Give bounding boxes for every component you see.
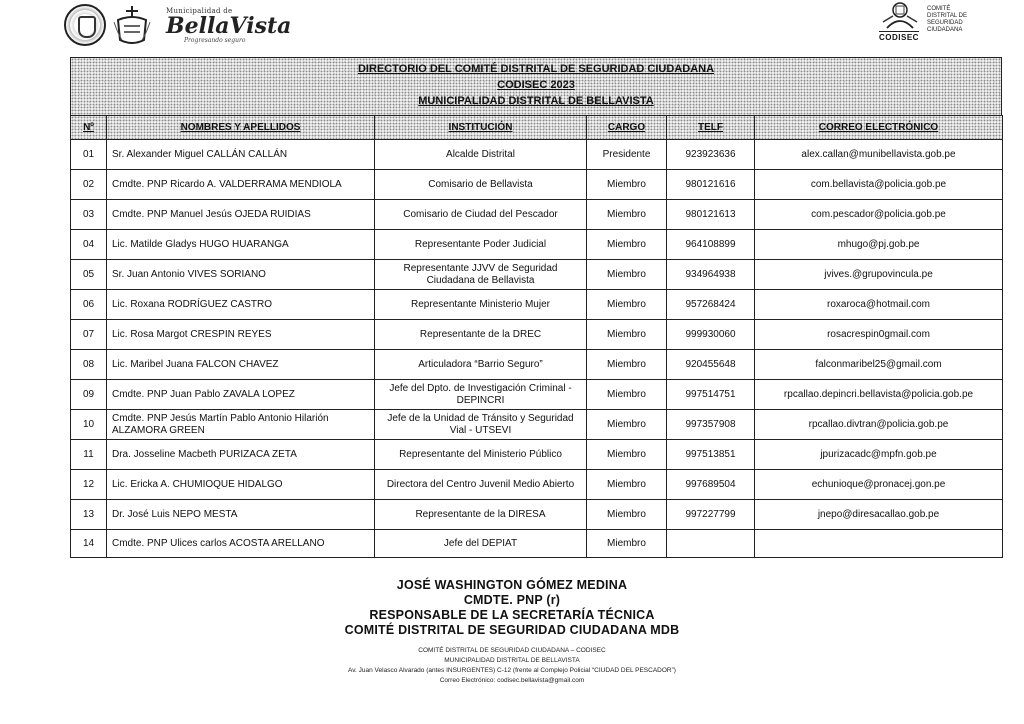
footer-committee: COMITÉ DISTRITAL DE SEGURIDAD CIUDADANA – CODISEC	[418, 647, 606, 654]
codisec-wordmark: CODISEC	[879, 33, 919, 42]
cell-cargo: Miembro	[587, 440, 667, 470]
cell-name: Lic. Matilde Gladys HUGO HUARANGA	[107, 230, 375, 260]
signatory-role: RESPONSABLE DE LA SECRETARÍA TÉCNICA	[369, 608, 655, 622]
cell-num: 11	[71, 440, 107, 470]
codisec-description	[927, 6, 967, 34]
cell-num: 01	[71, 140, 107, 170]
cell-cargo: Miembro	[587, 320, 667, 350]
directory-municipality: MUNICIPALIDAD DISTRITAL DE BELLAVISTA	[418, 95, 654, 107]
cell-num: 14	[71, 530, 107, 558]
cell-institution: Jefe del Dpto. de Investigación Criminal - DEPINCRI	[375, 380, 587, 410]
cell-email: roxaroca@hotmail.com	[755, 290, 1003, 320]
cell-institution: Jefe del DEPIAT	[375, 530, 587, 558]
cell-cargo: Presidente	[587, 140, 667, 170]
cell-institution: Comisario de Ciudad del Pescador	[375, 200, 587, 230]
signature-block	[0, 578, 1024, 638]
cell-email: echunioque@pronacej.gon.pe	[755, 470, 1003, 500]
cell-num: 13	[71, 500, 107, 530]
cell-phone: 980121613	[667, 200, 755, 230]
cell-institution: Jefe de la Unidad de Tránsito y Seguridad Vial - UTSEVI	[375, 410, 587, 440]
header-email: CORREO ELECTRÓNICO	[755, 116, 1003, 140]
directory-sheet	[70, 57, 1002, 558]
cell-name: Lic. Rosa Margot CRESPIN REYES	[107, 320, 375, 350]
cell-cargo: Miembro	[587, 470, 667, 500]
cell-cargo: Miembro	[587, 500, 667, 530]
header-cargo: CARGO	[587, 116, 667, 140]
cell-phone: 934964938	[667, 260, 755, 290]
table-row	[71, 230, 1003, 260]
codisec-desc-line: DISTRITAL DE	[927, 13, 968, 19]
cell-num: 08	[71, 350, 107, 380]
codisec-emblem-icon	[879, 0, 921, 30]
cell-name: Lic. Ericka A. CHUMIOQUE HIDALGO	[107, 470, 375, 500]
table-row	[71, 380, 1003, 410]
table-row	[71, 500, 1003, 530]
header-name: NOMBRES Y APELLIDOS	[107, 116, 375, 140]
cell-name: Cmdte. PNP Ulices carlos ACOSTA ARELLANO	[107, 530, 375, 558]
cell-email: jpurizacadc@mpfn.gob.pe	[755, 440, 1003, 470]
cell-email: rosacrespin0gmail.com	[755, 320, 1003, 350]
cell-institution: Representante Poder Judicial	[375, 230, 587, 260]
signatory-name: JOSÉ WASHINGTON GÓMEZ MEDINA	[396, 578, 628, 592]
table-row	[71, 350, 1003, 380]
cell-num: 10	[71, 410, 107, 440]
cell-email: rpcallao.depincri.bellavista@policia.gob.pe	[755, 380, 1003, 410]
table-row	[71, 530, 1003, 558]
municipality-logos	[64, 2, 291, 48]
cell-name: Cmdte. PNP Manuel Jesús OJEDA RUIDIAS	[107, 200, 375, 230]
cell-name: Lic. Roxana RODRÍGUEZ CASTRO	[107, 290, 375, 320]
table-row	[71, 140, 1003, 170]
cell-institution: Representante JJVV de Seguridad Ciudadana de Bellavista	[375, 260, 587, 290]
cell-email	[755, 530, 1003, 558]
cell-phone: 997513851	[667, 440, 755, 470]
table-row	[71, 410, 1003, 440]
cell-name: Cmdte. PNP Jesús Martín Pablo Antonio Hilarión ALZAMORA GREEN	[107, 410, 375, 440]
footer-address: Av. Juan Velasco Alvarado (antes INSURGENTES) C-12 (frente al Complejo Policial “CIUDAD DEL PESCADOR”)	[348, 667, 676, 674]
cell-cargo: Miembro	[587, 260, 667, 290]
cell-institution: Articuladora “Barrio Seguro”	[375, 350, 587, 380]
directory-year: CODISEC 2023	[497, 79, 575, 91]
cell-institution: Representante Ministerio Mujer	[375, 290, 587, 320]
cell-email: mhugo@pj.gob.pe	[755, 230, 1003, 260]
cell-name: Cmdte. PNP Juan Pablo ZAVALA LOPEZ	[107, 380, 375, 410]
cell-institution: Comisario de Bellavista	[375, 170, 587, 200]
directory-title-block	[70, 57, 1002, 115]
brand-name: BellaVista	[166, 12, 292, 39]
cell-email: com.bellavista@policia.gob.pe	[755, 170, 1003, 200]
codisec-desc-line: SEGURIDAD	[927, 20, 963, 26]
cell-email: jvives.@grupovincula.pe	[755, 260, 1003, 290]
cell-institution: Representante de la DREC	[375, 320, 587, 350]
cell-institution: Directora del Centro Juvenil Medio Abierto	[375, 470, 587, 500]
cell-cargo: Miembro	[587, 200, 667, 230]
cell-email: falconmaribel25@gmail.com	[755, 350, 1003, 380]
cell-name: Sr. Alexander Miguel CALLÁN CALLÁN	[107, 140, 375, 170]
signatory-committee: COMITÉ DISTRITAL DE SEGURIDAD CIUDADANA MDB	[344, 623, 680, 637]
brand-tagline: Progresando seguro	[184, 36, 246, 44]
brand-muni-label: Municipalidad de	[166, 6, 233, 15]
table-header-row	[71, 116, 1003, 140]
bellavista-brand	[166, 7, 291, 44]
cell-phone: 957268424	[667, 290, 755, 320]
header-num: Nº	[71, 116, 107, 140]
footer-municipality: MUNICIPALIDAD DISTRITAL DE BELLAVISTA	[444, 657, 580, 664]
cell-num: 12	[71, 470, 107, 500]
cell-phone: 920455648	[667, 350, 755, 380]
codisec-logo	[879, 0, 994, 46]
cell-name: Cmdte. PNP Ricardo A. VALDERRAMA MENDIOLA	[107, 170, 375, 200]
cell-phone: 997227799	[667, 500, 755, 530]
table-row	[71, 170, 1003, 200]
table-row	[71, 290, 1003, 320]
cell-num: 09	[71, 380, 107, 410]
cell-cargo: Miembro	[587, 410, 667, 440]
cell-institution: Representante de la DIRESA	[375, 500, 587, 530]
directory-table	[70, 115, 1003, 558]
cell-cargo: Miembro	[587, 170, 667, 200]
cell-name: Dra. Josseline Macbeth PURIZACA ZETA	[107, 440, 375, 470]
footer-block	[0, 646, 1024, 686]
table-row	[71, 440, 1003, 470]
cell-cargo: Miembro	[587, 350, 667, 380]
cell-email: jnepo@diresacallao.gob.pe	[755, 500, 1003, 530]
cell-phone: 999930060	[667, 320, 755, 350]
cell-email: com.pescador@policia.gob.pe	[755, 200, 1003, 230]
cell-phone: 964108899	[667, 230, 755, 260]
table-row	[71, 200, 1003, 230]
cell-name: Sr. Juan Antonio VIVES SORIANO	[107, 260, 375, 290]
table-row	[71, 260, 1003, 290]
signatory-rank: CMDTE. PNP (r)	[463, 593, 561, 607]
table-row	[71, 470, 1003, 500]
cell-phone: 980121616	[667, 170, 755, 200]
cell-institution: Alcalde Distrital	[375, 140, 587, 170]
cell-cargo: Miembro	[587, 380, 667, 410]
cell-phone	[667, 530, 755, 558]
header-phone: TELF	[667, 116, 755, 140]
cell-num: 05	[71, 260, 107, 290]
cell-cargo: Miembro	[587, 530, 667, 558]
cell-num: 04	[71, 230, 107, 260]
cell-num: 03	[71, 200, 107, 230]
cell-name: Lic. Maribel Juana FALCON CHAVEZ	[107, 350, 375, 380]
cell-email: alex.callan@munibellavista.gob.pe	[755, 140, 1003, 170]
cell-num: 07	[71, 320, 107, 350]
cell-email: rpcallao.divtran@policia.gob.pe	[755, 410, 1003, 440]
crest-icon	[112, 4, 152, 46]
cell-cargo: Miembro	[587, 230, 667, 260]
cell-num: 02	[71, 170, 107, 200]
cell-institution: Representante del Ministerio Público	[375, 440, 587, 470]
codisec-desc-line: CIUDADANA	[927, 27, 963, 33]
cell-phone: 997357908	[667, 410, 755, 440]
cell-num: 06	[71, 290, 107, 320]
cell-phone: 923923636	[667, 140, 755, 170]
cell-name: Dr. José Luis NEPO MESTA	[107, 500, 375, 530]
cell-phone: 997689504	[667, 470, 755, 500]
cell-phone: 997514751	[667, 380, 755, 410]
header-institution: INSTITUCIÓN	[375, 116, 587, 140]
cell-cargo: Miembro	[587, 290, 667, 320]
table-row	[71, 320, 1003, 350]
municipal-seal-icon	[64, 4, 106, 46]
footer-email: Correo Electrónico: codisec.bellavista@gmail.com	[439, 677, 585, 684]
directory-title: DIRECTORIO DEL COMITÉ DISTRITAL DE SEGURIDAD CIUDADANA	[357, 63, 715, 75]
codisec-desc-line: COMITÉ	[927, 6, 951, 12]
